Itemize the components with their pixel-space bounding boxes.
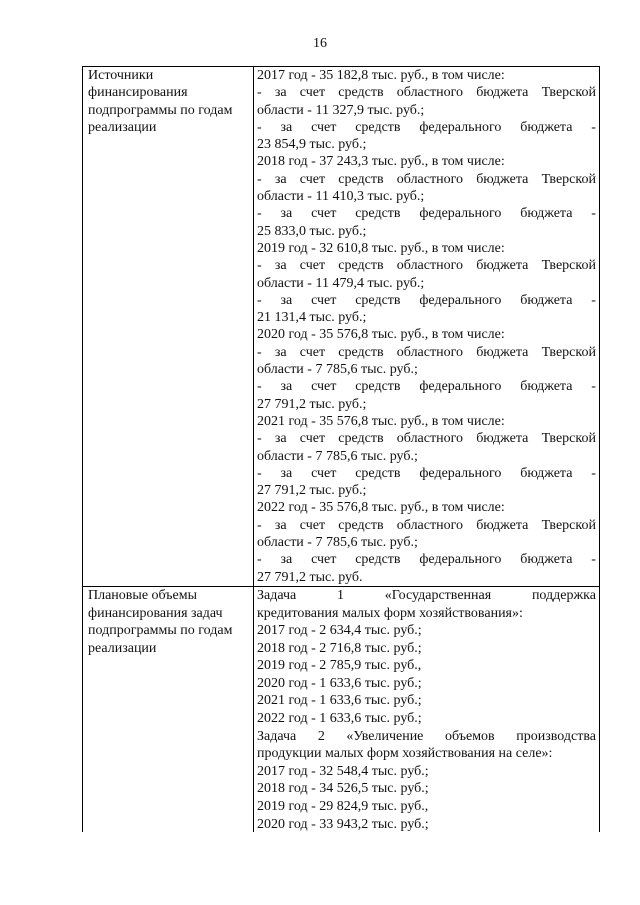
text-line: области - 7 785,6 тыс. руб.; [257, 448, 418, 464]
text-line: продукции малых форм хозяйствования на селе»: [257, 746, 553, 762]
text-line: - за счет средств федерального бюджета - [257, 552, 596, 568]
text-line: 25 833,0 тыс. руб.; [257, 223, 367, 239]
text-line: 2020 год - 1 633,6 тыс. руб.; [257, 675, 422, 691]
text-line: - за счет средств областного бюджета Тверской [257, 258, 596, 274]
text-line: - за счет средств федерального бюджета - [257, 292, 596, 308]
text-line: - за счет средств федерального бюджета - [257, 465, 596, 481]
row-label-line: Источники [88, 68, 154, 83]
text-line: - за счет средств областного бюджета Тверской [257, 517, 596, 533]
text-line: - за счет средств федерального бюджета - [257, 206, 596, 222]
text-line: 2019 год - 29 824,9 тыс. руб., [257, 799, 429, 815]
text-line: 2020 год - 33 943,2 тыс. руб.; [257, 816, 429, 832]
table-row-planned-volumes [83, 586, 600, 833]
row-label-planned-volumes [83, 586, 254, 833]
text-line: 27 791,2 тыс. руб.; [257, 483, 367, 499]
text-line: 2017 год - 32 548,4 тыс. руб.; [257, 763, 429, 779]
text-line: - за счет средств областного бюджета Тверской [257, 85, 596, 101]
text-line: - за счет средств федерального бюджета - [257, 119, 596, 135]
page-bottom-margin [0, 832, 640, 905]
row-label-line: реализации [88, 119, 157, 135]
text-line: 2021 год - 35 576,8 тыс. руб., в том числе: [257, 413, 505, 429]
text-line: - за счет средств областного бюджета Тверской [257, 171, 596, 187]
text-line: 23 854,9 тыс. руб.; [257, 137, 367, 153]
row-label-financing-sources [83, 67, 254, 587]
row-content-financing-sources [254, 67, 600, 587]
text-line: 2020 год - 35 576,8 тыс. руб., в том числе: [257, 327, 505, 343]
text-line: 2017 год - 2 634,4 тыс. руб.; [257, 623, 422, 639]
text-line: 27 791,2 тыс. руб.; [257, 396, 367, 412]
text-line: 2018 год - 2 716,8 тыс. руб.; [257, 640, 422, 656]
row-label-line: подпрограммы по годам [88, 623, 233, 639]
text-line: Задача 1 «Государственная поддержка [257, 587, 596, 603]
text-line: 2017 год - 35 182,8 тыс. руб., в том числе: [257, 68, 505, 83]
row-label-line: Плановые объемы [88, 587, 198, 603]
text-line: 21 131,4 тыс. руб.; [257, 310, 367, 326]
text-line: 2018 год - 34 526,5 тыс. руб.; [257, 781, 429, 797]
text-line: 2018 год - 37 243,3 тыс. руб., в том числе: [257, 154, 505, 170]
text-line: области - 11 327,9 тыс. руб.; [257, 102, 425, 118]
row-label-line: финансирования задач [88, 605, 223, 621]
text-line: Задача 2 «Увеличение объемов производства [257, 728, 596, 744]
text-line: кредитования малых форм хозяйствования»: [257, 605, 523, 621]
text-line: 2022 год - 35 576,8 тыс. руб., в том числе: [257, 500, 505, 516]
row-label-line: подпрограммы по годам [88, 102, 233, 118]
text-line: 2021 год - 1 633,6 тыс. руб.; [257, 693, 422, 709]
row-content-planned-volumes [254, 586, 600, 833]
page-number: 16 [313, 36, 327, 51]
text-line: области - 11 479,4 тыс. руб.; [257, 275, 425, 291]
text-line: 2019 год - 32 610,8 тыс. руб., в том числе: [257, 240, 505, 256]
text-line: области - 7 785,6 тыс. руб.; [257, 362, 418, 378]
text-line: 2019 год - 2 785,9 тыс. руб., [257, 658, 422, 674]
row-label-line: финансирования [88, 85, 188, 101]
table-row-financing-sources [83, 67, 600, 587]
text-line: 27 791,2 тыс. руб. [257, 569, 363, 585]
text-line: области - 11 410,3 тыс. руб.; [257, 189, 425, 205]
text-line: - за счет средств областного бюджета Тверской [257, 344, 596, 360]
row-label-line: реализации [88, 640, 157, 656]
text-line: области - 7 785,6 тыс. руб.; [257, 535, 418, 551]
text-line: - за счет средств федерального бюджета - [257, 379, 596, 395]
text-line: - за счет средств областного бюджета Тверской [257, 431, 596, 447]
text-line: 2022 год - 1 633,6 тыс. руб.; [257, 711, 422, 727]
financing-table [82, 66, 600, 834]
